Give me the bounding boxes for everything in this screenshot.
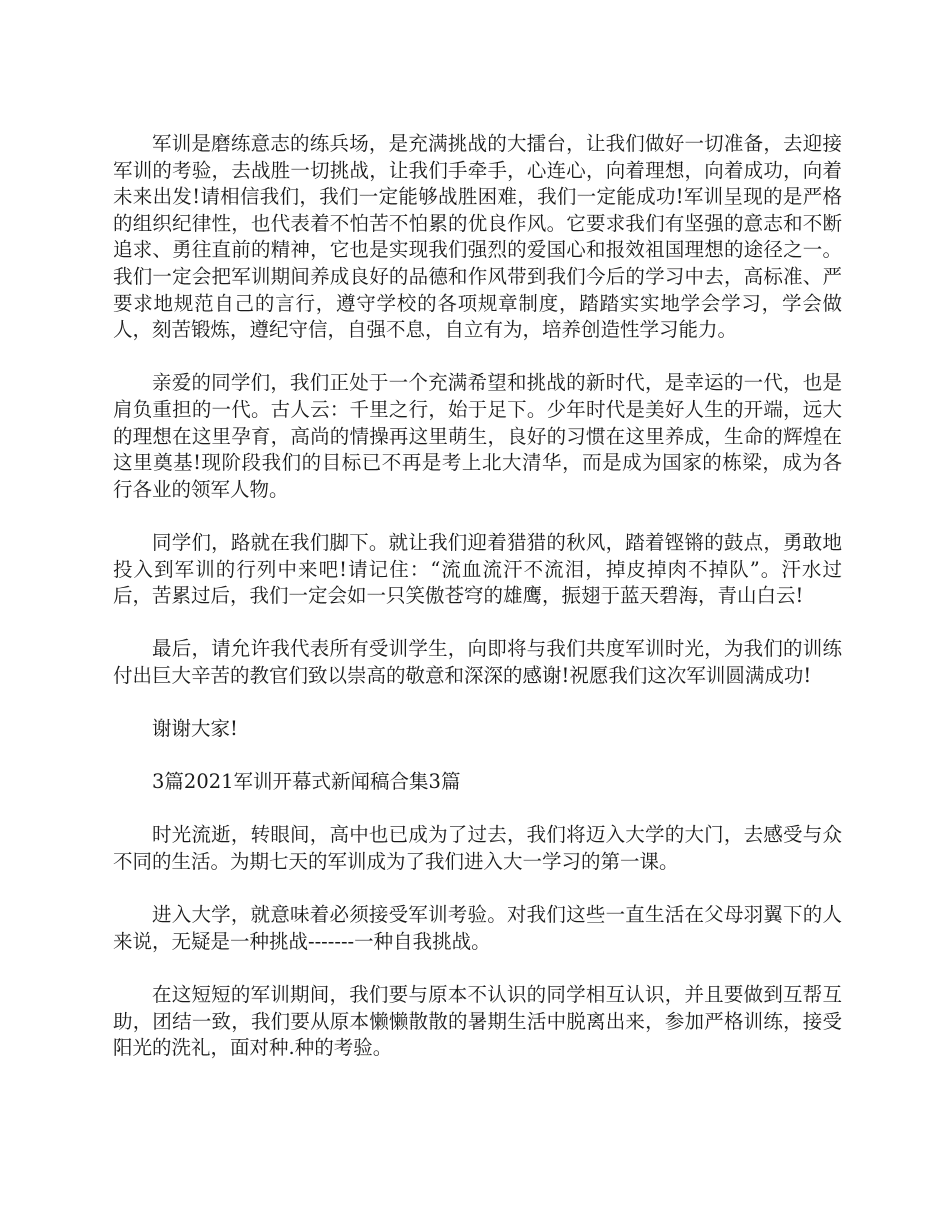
paragraph-time-flies: 时光流逝，转眼间，高中也已成为了过去，我们将迈入大学的大门，去感受与众不同的生活。为期七天的军训成为了我们进入大一学习的第一课。 (113, 823, 842, 874)
paragraph-training-period: 在这短短的军训期间，我们要与原本不认识的同学相互认识，并且要做到互帮互助，团结一致，我们要从原本懒懒散散的暑期生活中脱离出来，参加严格训练，接受阳光的洗礼，面对种.种的考验。 (113, 983, 842, 1060)
section-heading: 3篇2021军训开幕式新闻稿合集3篇 (152, 770, 461, 794)
paragraph-entering-university: 进入大学，就意味着必须接受军训考验。对我们这些一直生活在父母羽翼下的人来说，无疑是一种挑战-------一种自我挑战。 (113, 903, 842, 953)
paragraph-military-training-meaning: 军训是磨练意志的练兵场，是充满挑战的大擂台，让我们做好一切准备，去迎接军训的考验，去战胜一切挑战，让我们手牵手，心连心，向着理想，向着成功，向着未来出发!请相信我们，我们一定能够战胜困难，我们一定能成功!军训呈现的是严格的组织纪律性，也代表着不怕苦不怕累的优良作风。它要求我们有坚强的意志和不断追求、勇往直前的精神，它也是实现我们强烈的爱国心和报效祖国理想的途径之一。我们一定会把军训期间养成良好的品德和作风带到我们今后的学习中去，高标准、严要求地规范自己的言行，遵守学校的各项规章制度，踏踏实实地学会学习，学会做人，刻苦锻炼，遵纪守信，自强不息，自立有为，培养创造性学习能力。 (113, 132, 842, 342)
paragraph-road-ahead: 同学们，路就在我们脚下。就让我们迎着猎猎的秋风，踏着铿锵的鼓点，勇敢地投入到军训的行列中来吧!请记住：“流血流汗不流泪，掉皮掉肉不掉队”。汗水过后，苦累过后，我们一定会如一只笑傲苍穹的雄鹰，振翅于蓝天碧海，青山白云! (113, 530, 842, 608)
paragraph-thanks-instructors: 最后，请允许我代表所有受训学生，向即将与我们共度军训时光，为我们的训练付出巨大辛苦的教官们致以崇高的敬意和深深的感谢!祝愿我们这次军训圆满成功! (113, 637, 842, 687)
paragraph-thank-you: 谢谢大家! (152, 717, 238, 741)
paragraph-new-era: 亲爱的同学们，我们正处于一个充满希望和挑战的新时代，是幸运的一代，也是肩负重担的一代。古人云：千里之行，始于足下。少年时代是美好人生的开端，远大的理想在这里孕育，高尚的情操再这里萌生，良好的习惯在这里养成，生命的辉煌在这里奠基!现阶段我们的目标已不再是考上北大清华，而是成为国家的栋梁，成为各行各业的领军人物。 (113, 371, 842, 501)
